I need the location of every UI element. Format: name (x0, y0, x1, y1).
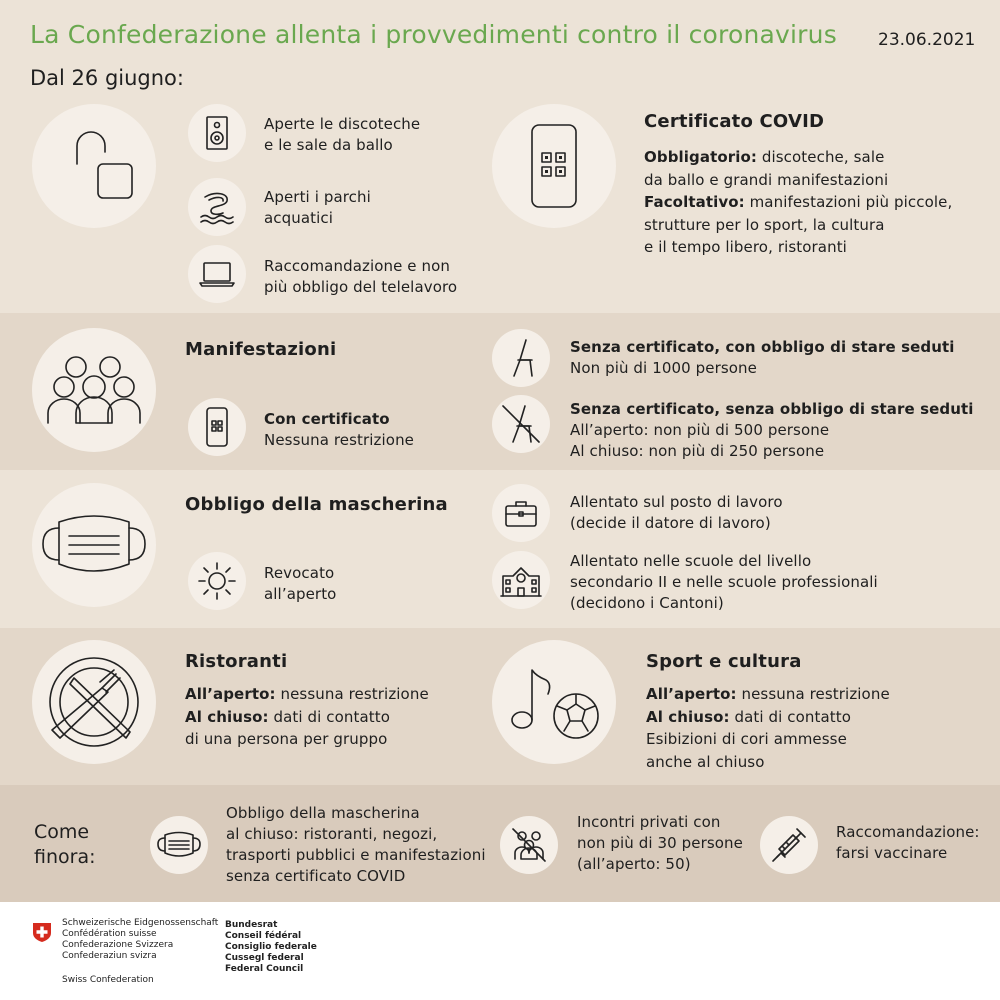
syringe-circle (760, 816, 818, 874)
music-ball-icon (506, 662, 602, 742)
certificate-title: Certificato COVID (644, 111, 825, 132)
plate-circle (32, 640, 156, 764)
laptop-circle (188, 245, 246, 303)
laptop-icon (197, 259, 237, 289)
swiss-cross-icon (32, 922, 52, 942)
school-icon (499, 562, 543, 598)
restaurants-text: All’aperto: nessuna restrizione Al chiuso: dati di contatto di una persona per gruppo (185, 685, 429, 748)
sport-text: All’aperto: nessuna restrizione Al chiuso: dati di contatto Esibizioni di cori ammesse anche al chiuso (646, 685, 890, 771)
restaurants-title: Ristoranti (185, 651, 288, 672)
phone-qr-icon (526, 123, 582, 209)
certificate-circle (492, 104, 616, 228)
outdoor-mask-text: Revocato all’aperto (264, 564, 337, 603)
crowd-icon (46, 355, 142, 425)
sun-circle (188, 552, 246, 610)
face-mask-icon (156, 831, 202, 859)
syringe-icon (769, 825, 809, 865)
plate-cutlery-icon (44, 652, 144, 752)
with-certificate-circle (188, 398, 246, 456)
chair-icon (506, 338, 536, 378)
seated-text: Senza certificato, con obbligo di stare seduti Non più di 1000 persone (570, 338, 955, 377)
telework-text: Raccomandazione e non più obbligo del telelavoro (264, 257, 458, 296)
page-title: La Confederazione allenta i provvedimenti contro il coronavirus (30, 20, 837, 49)
not-seated-text: Senza certificato, senza obbligo di stare seduti All’aperto: non più di 500 persone Al chiuso: non più di 250 persone (570, 400, 974, 460)
events-title: Manifestazioni (185, 339, 337, 360)
workplace-text: Allentato sul posto di lavoro (decide il datore di lavoro) (570, 493, 783, 532)
schools-text: Allentato nelle scuole del livello secondario II e nelle scuole professionali (decidono i Cantoni) (570, 552, 878, 612)
sun-icon (197, 561, 237, 601)
group-crossed-icon (507, 825, 551, 865)
masks-title: Obbligo della mascherina (185, 494, 448, 515)
sport-title: Sport e cultura (646, 651, 802, 672)
certificate-text: Obbligatorio: discoteche, sale da ballo e grandi manifestazioni Facoltativo: manifestazioni più piccole, strutture per lo sport, la cultura e il tempo libero, ristoranti (644, 148, 953, 256)
group-crossed-circle (500, 816, 558, 874)
unchanged-label: Come finora: (34, 821, 96, 868)
subtitle: Dal 26 giugno: (30, 66, 184, 90)
music-ball-circle (492, 640, 616, 764)
private-meetings-text: Incontri privati con non più di 30 persone (all’aperto: 50) (577, 813, 743, 873)
speaker-circle (188, 104, 246, 162)
water-slide-circle (188, 178, 246, 236)
water-slide-icon (197, 189, 237, 225)
chair-crossed-circle (492, 395, 550, 453)
chair-crossed-icon (499, 402, 543, 446)
chair-circle (492, 329, 550, 387)
face-mask-circle (32, 483, 156, 607)
date-label: 23.06.2021 (878, 30, 976, 50)
federal-council-names: Bundesrat Conseil fédéral Consiglio federale Cussegl federal Federal Council (225, 920, 317, 974)
speaker-icon (200, 115, 234, 151)
waterparks-text: Aperti i parchi acquatici (264, 188, 371, 227)
briefcase-icon (503, 498, 539, 528)
mask-indoor-text: Obbligo della mascherina al chiuso: ristoranti, negozi, trasporti pubblici e manifestazioni senza certificato COVID (226, 804, 486, 885)
open-padlock-circle (32, 104, 156, 228)
mask-footer-circle (150, 816, 208, 874)
swiss-flag-logo (32, 922, 52, 942)
vaccination-text: Raccomandazione: farsi vaccinare (836, 823, 980, 862)
phone-qr-icon (205, 407, 229, 447)
confederation-names: Schweizerische Eidgenossenschaft Confédération suisse Confederazione Svizzera Confederaziun svizra (62, 918, 219, 961)
face-mask-icon (39, 512, 149, 578)
crowd-circle (32, 328, 156, 452)
briefcase-circle (492, 484, 550, 542)
with-certificate-text: Con certificato Nessuna restrizione (264, 410, 415, 449)
swiss-confederation-label: Swiss Confederation (62, 975, 154, 985)
school-circle (492, 551, 550, 609)
discos-text: Aperte le discoteche e le sale da ballo (264, 115, 421, 154)
open-padlock-icon (52, 124, 136, 208)
